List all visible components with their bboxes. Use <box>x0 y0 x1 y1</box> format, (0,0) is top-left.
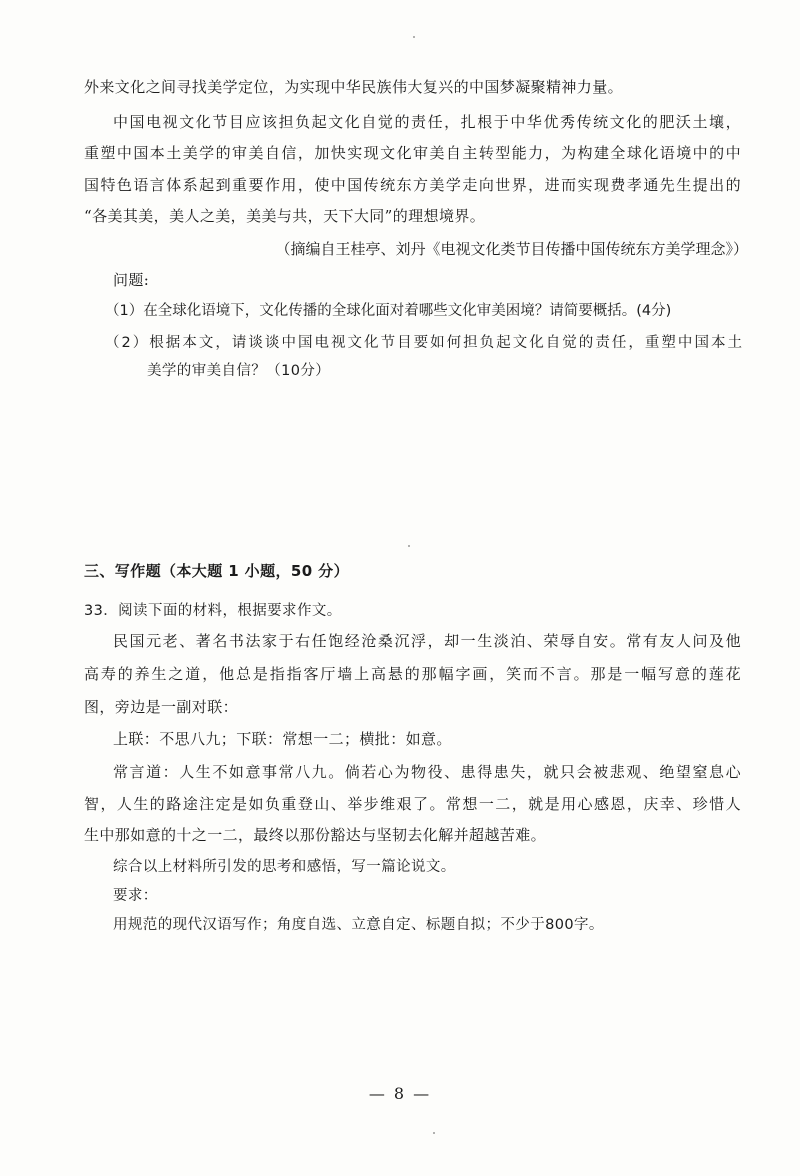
passage-line: 外来文化之间寻找美学定位，为实现中华民族伟大复兴的中国梦凝聚精神力量。 <box>84 78 624 96</box>
couplet: 上联：不思八九；下联：常想一二；横批：如意。 <box>113 730 452 748</box>
passage-line: 中国电视文化节目应该担负起文化自觉的责任，扎根于中华优秀传统文化的肥沃土壤， <box>113 113 741 131</box>
material-line: 民国元老、著名书法家于右任饱经沧桑沉浮，却一生淡泊、荣辱自安。常有友人问及他 <box>113 632 741 650</box>
scan-speck <box>413 36 415 38</box>
passage-line: 重塑中国本土美学的审美自信，加快实现文化审美自主转型能力，为构建全球化语境中的中 <box>84 144 741 162</box>
question-2: （2）根据本文，请谈谈中国电视文化节目要如何担负起文化自觉的责任，重塑中国本土 <box>105 335 742 351</box>
writing-instruction: 综合以上材料所引发的思考和感悟，写一篇论说文。 <box>113 859 456 875</box>
scan-speck <box>408 545 410 547</box>
passage-line: 国特色语言体系起到重要作用，使中国传统东方美学走向世界，进而实现费孝通先生提出的 <box>84 176 741 194</box>
questions-label: 问题: <box>113 271 150 289</box>
question-33-prompt: 33．阅读下面的材料，根据要求作文。 <box>84 603 342 619</box>
passage-source: （摘编自王桂亭、刘丹《电视文化类节目传播中国传统东方美学理念》） <box>275 240 748 258</box>
material-line: 高寿的养生之道，他总是指指客厅墙上高悬的那幅字画，笑而不言。那是一幅写意的莲花 <box>84 665 741 683</box>
passage-line: “各美其美，美人之美，美美与共，天下大同”的理想境界。 <box>84 207 486 225</box>
question-2-continued: 美学的审美自信？（10分） <box>147 363 331 379</box>
material-line: 生中那如意的十之一二，最终以那份豁达与坚韧去化解并超越苦难。 <box>84 826 547 844</box>
page-number: — 8 — <box>368 1084 432 1103</box>
question-1: （1）在全球化语境下，文化传播的全球化面对着哪些文化审美困境？请简要概括。(4分) <box>105 303 672 319</box>
requirements-text: 用规范的现代汉语写作；角度自选、立意自定、标题自拟；不少于800字。 <box>113 917 604 933</box>
material-line: 智，人生的路途注定是如负重登山、举步维艰了。常想一二，就是用心感恩，庆幸、珍惜人 <box>84 795 741 813</box>
section-heading: 三、写作题（本大题 1 小题，50 分） <box>84 562 349 580</box>
scan-speck <box>433 1132 435 1134</box>
material-line: 常言道：人生不如意事常八九。倘若心为物役、患得患失，就只会被悲观、绝望窒息心 <box>113 763 741 781</box>
requirements-label: 要求： <box>113 888 158 904</box>
material-line: 图，旁边是一副对联： <box>84 698 239 716</box>
